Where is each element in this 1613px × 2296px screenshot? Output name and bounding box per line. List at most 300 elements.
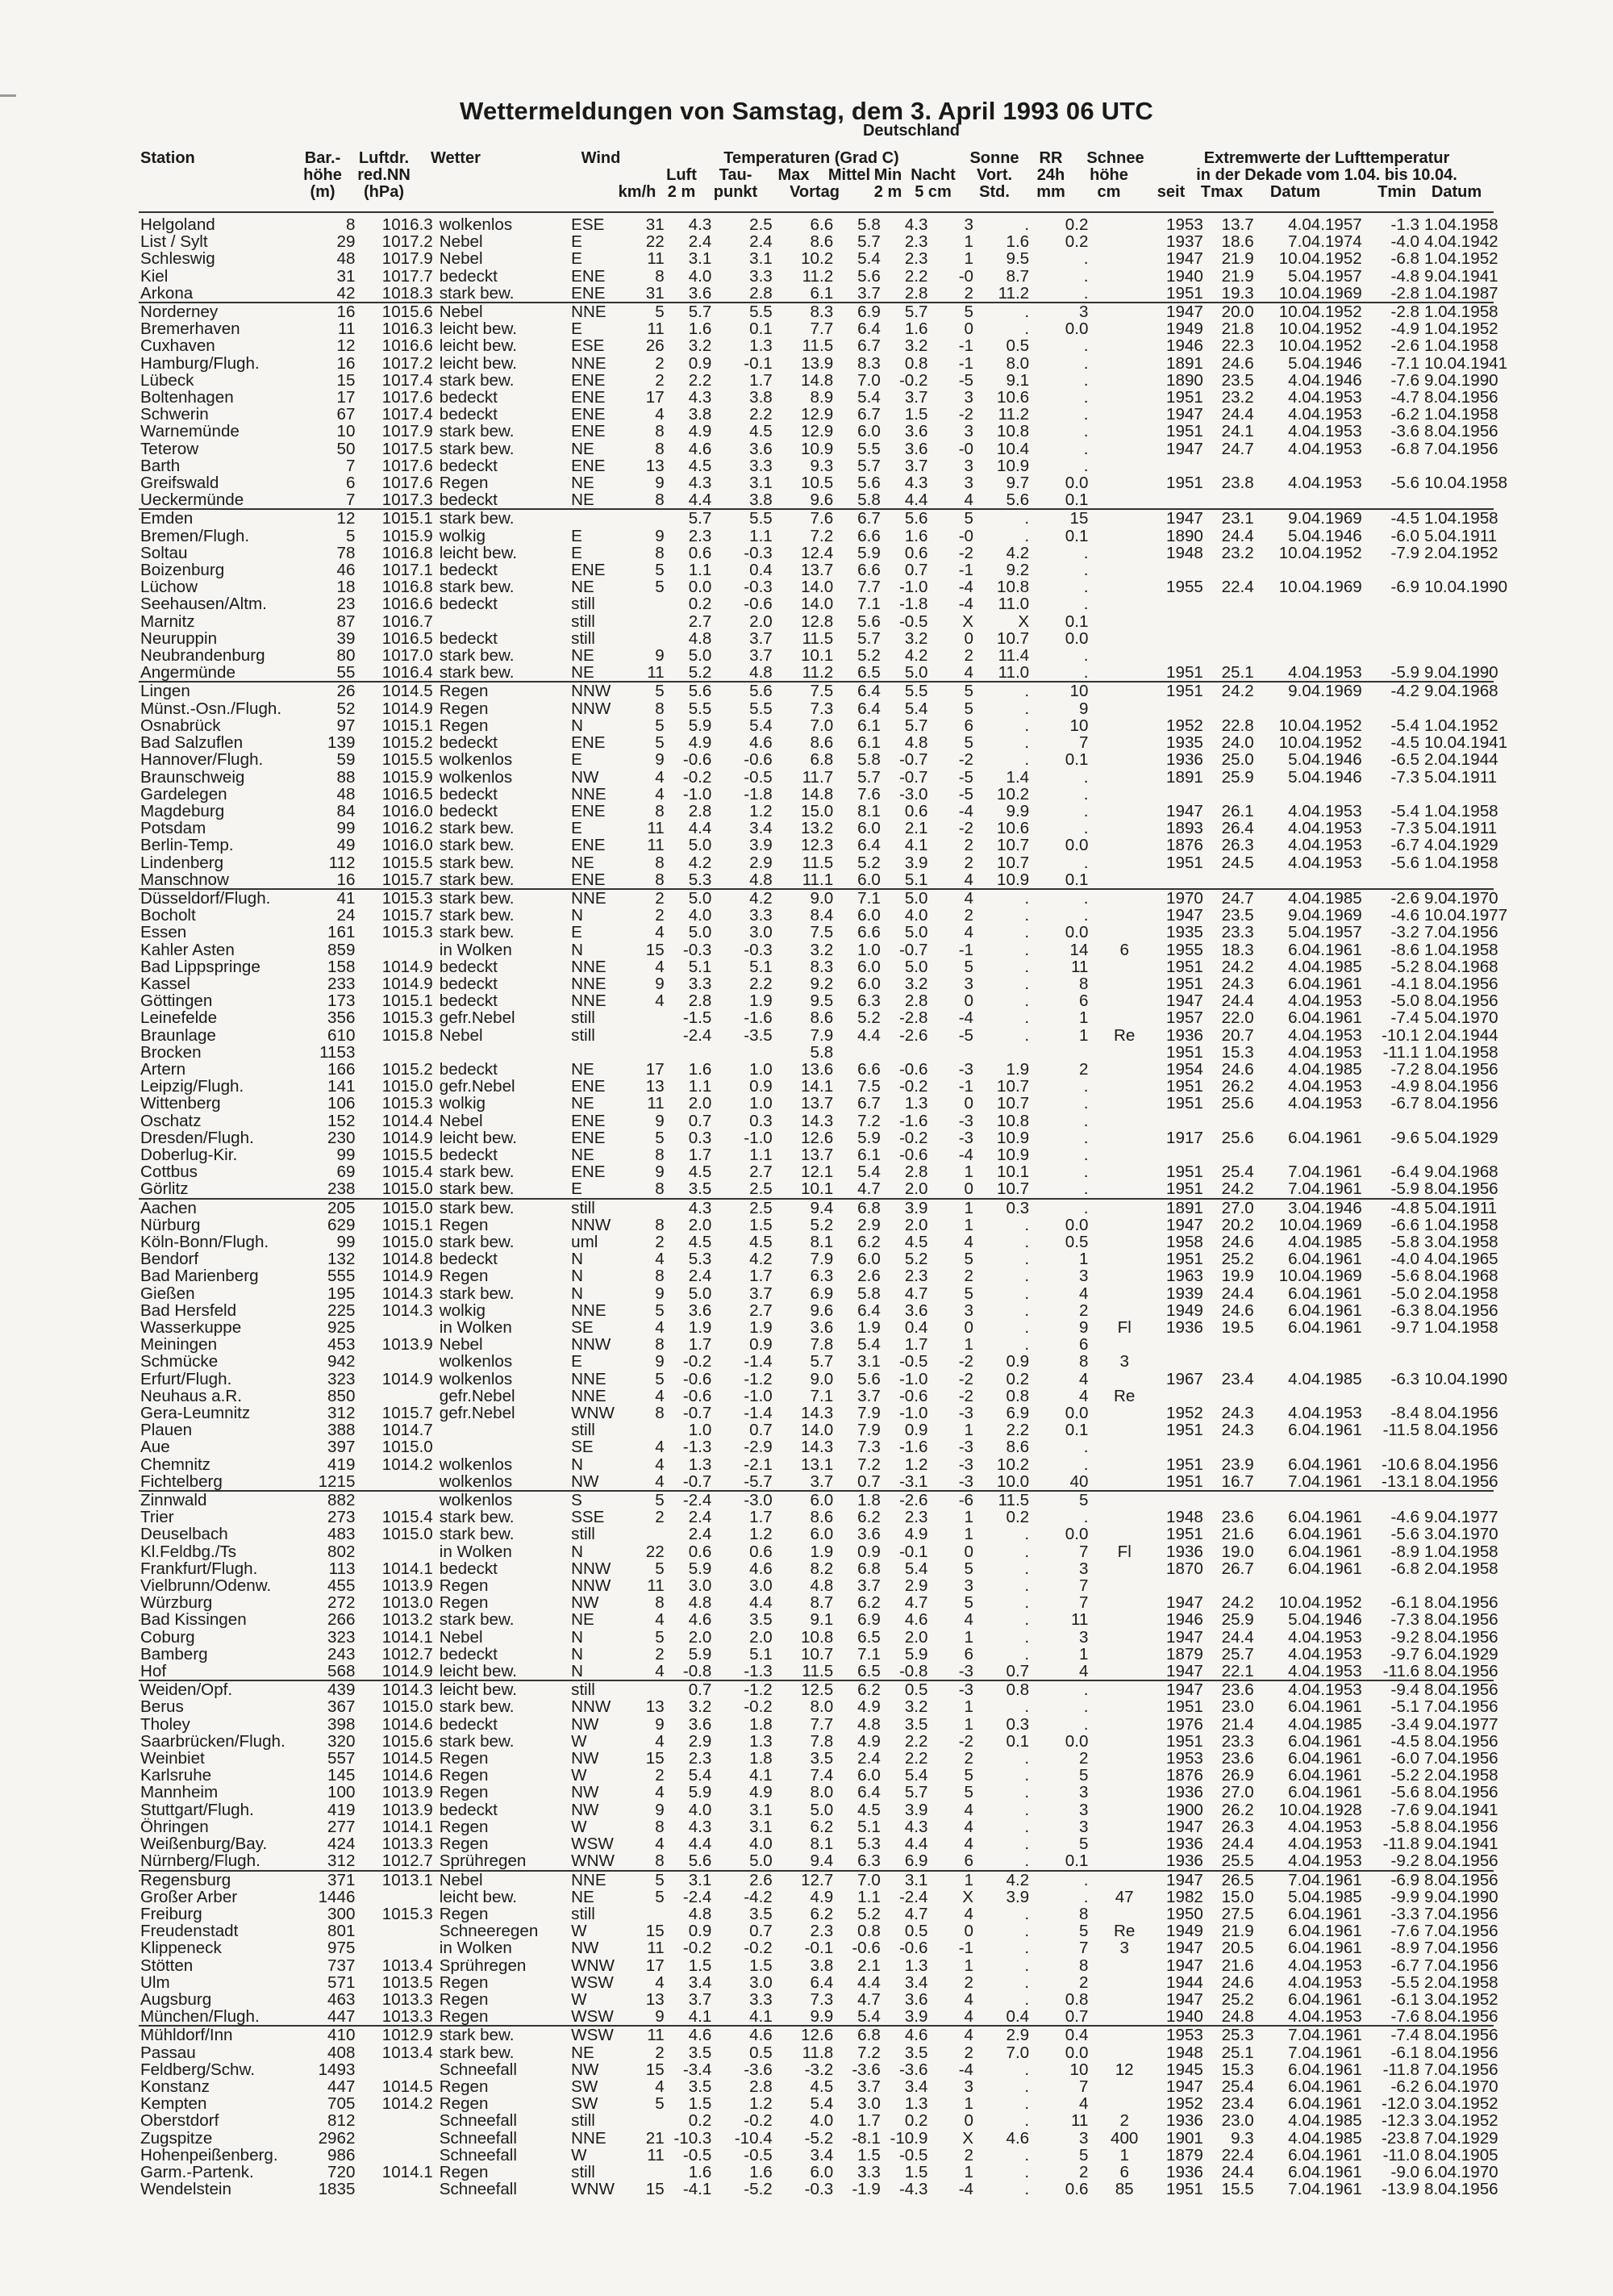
cell-station: Neuruppin	[140, 628, 218, 648]
cell-sonne-std: .	[1024, 1922, 1030, 1941]
cell-tmax-datum: 5.04.1946	[1288, 750, 1362, 770]
cell-temp-luft: 4.1	[688, 2007, 712, 2027]
cell-temp-max-vortag: 7.5	[777, 682, 838, 699]
cell-wind-kmh: 8	[655, 1179, 665, 1199]
table-row	[139, 1835, 1494, 1852]
cell-taupunkt: -1.2	[716, 1680, 777, 1698]
cell-luftdruck: 1013.9	[381, 1335, 433, 1355]
cell-station: Bremerhaven	[140, 319, 240, 339]
cell-taupunkt: 1.9	[749, 1318, 773, 1337]
cell-extrem-seit: 1876	[1166, 836, 1203, 855]
cell-rr-24h: .	[1083, 388, 1089, 407]
cell-temp-nacht-5cm: 5	[964, 699, 973, 718]
cell-tmin: -4.5	[1390, 733, 1419, 753]
cell-tmin: -1.3	[1390, 215, 1419, 234]
cell-tmin: -3.3	[1390, 1904, 1419, 1923]
cell-rr-24h: 3	[1078, 1267, 1089, 1286]
cell-schneehoehe	[1093, 1456, 1156, 1473]
table-row	[139, 1491, 1494, 1509]
cell-sonne-std: 10.2	[997, 1455, 1030, 1474]
cell-tmax-datum	[1259, 1491, 1367, 1509]
cell-temp-luft: -3.4	[682, 2060, 712, 2079]
cell-sonne-std: 10.9	[997, 1145, 1030, 1164]
cell-tmin	[1367, 1353, 1424, 1370]
cell-wind-richtung: NE	[571, 853, 594, 872]
cell-taupunkt: 2.6	[716, 1871, 777, 1889]
cell-temp-luft: 2.3	[688, 1749, 712, 1768]
cell-temp-min: -0.7	[898, 940, 928, 959]
cell-tmin: -11.5	[1382, 1421, 1419, 1440]
cell-luftdruck	[360, 2147, 437, 2164]
cell-wetter: stark bew.	[439, 853, 515, 872]
cell-station: Kempten	[140, 2094, 207, 2114]
cell-sonne-std: .	[1024, 1644, 1030, 1664]
cell-wind-richtung: ENE	[571, 1128, 606, 1147]
cell-tmin: -6.4	[1390, 1163, 1419, 1182]
cell-wind-kmh: 8	[655, 266, 665, 286]
table-row	[139, 717, 1494, 734]
cell-luftdruck	[360, 941, 437, 958]
cell-station: Weißenburg/Bay.	[140, 1835, 268, 1854]
cell-station: Göttingen	[140, 991, 213, 1011]
cell-station: Neuhaus a.R.	[140, 1386, 242, 1405]
cell-sonne-std: 10.6	[997, 819, 1030, 838]
cell-tmin-datum: 4.04.1965	[1423, 1250, 1498, 1269]
cell-temp-mittel: 6.9	[838, 303, 886, 320]
cell-tmax	[1208, 1438, 1259, 1455]
cell-wind-kmh: 4	[655, 784, 665, 804]
cell-schneehoehe: 2	[1119, 2111, 1129, 2131]
cell-tmin: -11.8	[1382, 1835, 1419, 1854]
cell-temp-luft: 1.6	[688, 1059, 712, 1079]
cell-wetter: bedeckt	[439, 957, 498, 976]
cell-tmax: 25.1	[1221, 663, 1254, 683]
cell-schneehoehe	[1093, 355, 1156, 372]
cell-wetter: stark bew.	[439, 1163, 515, 1182]
cell-schneehoehe: Re	[1114, 1386, 1136, 1405]
cell-luftdruck	[360, 1939, 437, 1956]
cell-tmax-datum: 10.04.1952	[1278, 336, 1362, 356]
cell-rr-24h: .	[1083, 853, 1089, 872]
cell-tmin: -5.6	[1390, 474, 1419, 493]
cell-schneehoehe	[1093, 717, 1156, 734]
cell-sonne-std: .	[1024, 1267, 1030, 1286]
cell-tmax-datum: 6.04.1961	[1288, 940, 1362, 959]
cell-tmax-datum: 5.04.1985	[1288, 1887, 1362, 1906]
cell-extrem-seit: 1947	[1166, 1593, 1203, 1613]
cell-temp-min: 3.6	[904, 1300, 928, 1320]
cell-tmax: 24.4	[1221, 1284, 1254, 1303]
cell-wetter: Nebel	[439, 1025, 483, 1045]
table-row	[139, 1509, 1494, 1526]
cell-tmin-datum: 8.04.1956	[1423, 1404, 1498, 1423]
cell-extrem-seit	[1156, 1113, 1208, 1129]
cell-wetter: leicht bew.	[439, 319, 517, 339]
table-row	[139, 1663, 1494, 1680]
cell-rr-24h: 2	[1078, 1972, 1089, 1992]
cell-temp-mittel: 6.6	[857, 526, 881, 545]
cell-temp-max-vortag: 13.7	[801, 1145, 834, 1164]
cell-tmin-datum: 8.04.1956	[1423, 991, 1498, 1011]
cell-temp-nacht-5cm: 0	[964, 319, 973, 339]
cell-wetter: Regen	[439, 1989, 489, 2009]
cell-tmax-datum: 4.04.1953	[1288, 801, 1362, 820]
cell-station: Köln-Bonn/Flugh.	[140, 1232, 269, 1251]
cell-tmax: 26.5	[1208, 1871, 1259, 1889]
cell-sonne-std: .	[1024, 1800, 1030, 1819]
table-row	[139, 1889, 1494, 1906]
cell-tmin: -6.5	[1390, 750, 1419, 770]
cell-station: Garm.-Partenk.	[140, 2162, 254, 2181]
cell-tmax	[1208, 1577, 1259, 1594]
cell-rr-24h: 0.0	[1065, 2043, 1089, 2062]
cell-temp-nacht-5cm: -4	[958, 1145, 973, 1164]
cell-wind-richtung: N	[571, 1250, 584, 1269]
cell-temp-min: 0.8	[904, 353, 928, 373]
cell-tmax: 20.2	[1221, 1215, 1254, 1234]
cell-station: Kl.Feldbg./Ts	[140, 1542, 237, 1561]
cell-temp-nacht-5cm: 4	[964, 870, 973, 889]
cell-luftdruck: 1017.2	[381, 353, 433, 373]
table-row	[139, 837, 1494, 854]
cell-tmin: -11.8	[1382, 2060, 1419, 2079]
cell-luftdruck: 1017.0	[381, 646, 433, 666]
cell-wetter: bedeckt	[439, 456, 498, 475]
cell-tmax: 23.3	[1221, 1731, 1254, 1751]
cell-temp-mittel: 7.2	[857, 1455, 881, 1474]
cell-tmax: 25.1	[1221, 2043, 1254, 2062]
cell-temp-min: 3.9	[886, 1199, 933, 1217]
cell-bar-hoehe: 161	[327, 923, 356, 942]
cell-temp-mittel: 6.0	[857, 819, 881, 838]
cell-temp-mittel: 6.0	[857, 974, 881, 993]
cell-temp-max-vortag: 14.0	[801, 578, 834, 597]
cell-temp-nacht-5cm: 1	[964, 1421, 973, 1440]
cell-luftdruck	[360, 1491, 437, 1509]
cell-tmin: -11.0	[1382, 2145, 1419, 2165]
cell-wetter: Regen	[439, 1817, 489, 1836]
cell-tmin-datum: 5.04.1911	[1423, 819, 1498, 838]
cell-tmin: -8.9	[1390, 1542, 1419, 1561]
cell-extrem-seit: 1947	[1156, 303, 1208, 320]
cell-wind-richtung: NNW	[571, 699, 611, 718]
cell-wetter: leicht bew.	[439, 1662, 517, 1681]
cell-extrem-seit: 1951	[1166, 1455, 1203, 1474]
cell-wetter: stark bew.	[438, 2026, 569, 2043]
cell-extrem-seit: 1951	[1166, 1077, 1203, 1096]
cell-tmin: -7.3	[1390, 819, 1419, 838]
cell-temp-luft: 0.6	[688, 1542, 712, 1561]
table-row	[139, 786, 1494, 803]
cell-sonne-std: 10.7	[997, 836, 1030, 855]
table-row	[139, 491, 1494, 509]
cell-sonne-std: 0.1	[1006, 1731, 1030, 1751]
cell-tmax-datum: 4.04.1953	[1288, 1817, 1362, 1836]
cell-taupunkt: 2.4	[749, 232, 773, 252]
cell-wetter: stark bew.	[439, 646, 515, 666]
header-schnee-2: höhe	[1090, 166, 1128, 184]
cell-temp-min: 1.3	[904, 1094, 928, 1113]
cell-tmax: 24.4	[1221, 1835, 1254, 1854]
cell-temp-mittel: -8.1	[852, 2128, 881, 2148]
cell-wetter: in Wolken	[439, 1939, 512, 1958]
cell-temp-nacht-5cm: 5	[932, 509, 978, 527]
cell-tmin-datum	[1424, 1388, 1494, 1405]
cell-station: Potsdam	[140, 819, 206, 838]
cell-station: Gera-Leumnitz	[140, 1404, 251, 1423]
table-row	[139, 1217, 1494, 1234]
cell-wetter: Nebel	[438, 1871, 569, 1889]
cell-tmax-datum: 4.04.1953	[1288, 2007, 1362, 2027]
cell-wind-kmh: 9	[655, 1800, 665, 1819]
cell-temp-mittel: 4.4	[857, 1025, 881, 1045]
cell-wetter: stark bew.	[439, 578, 515, 597]
cell-tmax-datum: 4.04.1985	[1288, 1369, 1362, 1388]
cell-tmin: -4.9	[1390, 1077, 1419, 1096]
cell-wind-richtung: still	[569, 1199, 628, 1217]
cell-temp-mittel: 6.4	[857, 319, 881, 339]
cell-schneehoehe	[1093, 1234, 1156, 1250]
cell-temp-min: 5.2	[904, 1250, 928, 1269]
cell-temp-mittel: 6.8	[838, 2026, 886, 2043]
cell-extrem-seit: 1944	[1166, 1972, 1203, 1992]
table-row	[139, 1044, 1494, 1061]
cell-rr-24h: 1	[1078, 1008, 1089, 1028]
cell-temp-mittel: 2.9	[857, 1215, 881, 1234]
header-datum-max: Datum	[1269, 183, 1321, 201]
cell-tmax: 26.7	[1221, 1559, 1254, 1578]
cell-tmax-datum: 6.04.1961	[1288, 1455, 1362, 1474]
cell-tmin-datum: 7.04.1956	[1423, 1904, 1498, 1923]
cell-luftdruck: 1015.2	[381, 733, 433, 753]
cell-luftdruck: 1015.1	[381, 716, 433, 735]
cell-station: München/Flugh.	[140, 2007, 260, 2027]
cell-taupunkt: -1.8	[744, 784, 773, 804]
cell-temp-mittel: 5.3	[857, 1835, 881, 1854]
cell-wind-richtung: NE	[571, 491, 594, 510]
cell-station: Bremen/Flugh.	[140, 526, 250, 545]
cell-rr-24h: 0.1	[1065, 491, 1089, 510]
cell-tmin: -4.6	[1390, 1508, 1419, 1527]
cell-tmin: -6.7	[1390, 836, 1419, 855]
cell-wind-richtung: ENE	[571, 283, 606, 303]
cell-tmin-datum: 6.04.1970	[1423, 2077, 1498, 2096]
cell-bar-hoehe: 266	[327, 1610, 356, 1630]
cell-station: Erfurt/Flugh.	[140, 1369, 232, 1388]
cell-bar-hoehe: 17	[336, 388, 356, 407]
cell-tmax-datum	[1259, 1353, 1367, 1370]
cell-luftdruck	[360, 1388, 437, 1405]
cell-wind-kmh	[628, 595, 669, 612]
cell-temp-luft: 3.6	[688, 283, 712, 303]
cell-tmin-datum: 2.04.1944	[1423, 750, 1498, 770]
cell-temp-min: -1.0	[898, 1404, 928, 1423]
cell-rr-24h: 15	[1034, 509, 1093, 527]
cell-extrem-seit: 1947	[1156, 1871, 1208, 1889]
cell-wind-kmh: 11	[647, 1094, 665, 1113]
cell-tmin-datum: 1.04.1958	[1423, 1042, 1498, 1062]
cell-tmax-datum: 6.04.1961	[1288, 1749, 1362, 1768]
cell-rr-24h: .	[1083, 1438, 1089, 1457]
cell-luftdruck: 1015.0	[381, 1697, 433, 1717]
table-row	[139, 2112, 1494, 2129]
cell-station: Aue	[140, 1438, 170, 1457]
cell-wind-richtung: E	[571, 526, 582, 545]
cell-tmin	[1367, 561, 1424, 578]
cell-schneehoehe	[1093, 1371, 1156, 1388]
cell-schneehoehe	[1093, 233, 1156, 250]
cell-wind-kmh: 11	[647, 663, 665, 683]
cell-wind-richtung: ENE	[571, 801, 606, 820]
cell-schneehoehe	[1093, 1750, 1156, 1767]
cell-temp-mittel: 6.0	[857, 1766, 881, 1785]
cell-rr-24h: 7	[1078, 733, 1089, 753]
cell-wind-richtung: NE	[571, 1887, 594, 1906]
cell-temp-min: 4.6	[886, 2026, 933, 2043]
cell-schneehoehe	[1093, 613, 1156, 630]
cell-wetter: Nebel	[438, 303, 569, 320]
cell-temp-luft: 4.0	[688, 906, 712, 925]
cell-rr-24h: 4	[1078, 2094, 1089, 2114]
cell-temp-luft: 0.0	[688, 578, 712, 597]
cell-wind-kmh: 8	[655, 1215, 665, 1234]
table-row	[139, 647, 1494, 664]
cell-wind-kmh	[628, 613, 669, 630]
cell-tmax-datum: 10.04.1952	[1278, 543, 1362, 562]
cell-tmin-datum: 9.04.1968	[1423, 1163, 1498, 1182]
cell-schneehoehe	[1093, 1629, 1156, 1646]
cell-wetter: stark bew.	[439, 1508, 515, 1527]
cell-taupunkt: 2.7	[749, 1163, 773, 1182]
cell-taupunkt: 3.3	[749, 456, 773, 475]
cell-rr-24h: 0.7	[1065, 2007, 1089, 2027]
cell-temp-min: 0.4	[904, 1318, 928, 1337]
cell-wind-richtung: N	[571, 1455, 584, 1474]
cell-taupunkt: 1.5	[749, 1956, 773, 1975]
cell-temp-luft: 1.3	[688, 1455, 712, 1474]
cell-tmax-datum: 9.04.1969	[1288, 906, 1362, 925]
cell-temp-mittel: 6.5	[857, 1627, 881, 1647]
cell-rr-24h: 7	[1078, 2077, 1089, 2096]
cell-sonne-std: 4.6	[1006, 2128, 1030, 2148]
cell-temp-max-vortag: 8.6	[810, 1008, 834, 1028]
cell-rr-24h: 0.0	[1065, 628, 1089, 648]
cell-tmax: 24.1	[1221, 422, 1254, 441]
cell-tmax-datum	[1259, 457, 1367, 474]
cell-wind-kmh: 8	[655, 870, 665, 889]
cell-temp-max-vortag: 8.0	[810, 1783, 834, 1802]
cell-station: Boizenburg	[140, 561, 225, 580]
cell-temp-min: 3.6	[904, 1989, 928, 2009]
cell-temp-luft: 1.7	[688, 1335, 712, 1355]
cell-bar-hoehe: 1835	[318, 2180, 356, 2199]
cell-tmin-datum: 8.04.1956	[1423, 1680, 1498, 1700]
cell-wind-kmh: 13	[645, 1697, 665, 1717]
cell-temp-max-vortag: 3.6	[810, 1318, 834, 1337]
cell-wind-kmh: 9	[655, 750, 665, 770]
cell-bar-hoehe: 1446	[318, 1887, 356, 1906]
cell-temp-max-vortag: 13.7	[801, 561, 834, 580]
cell-tmax-datum: 6.04.1961	[1288, 2162, 1362, 2181]
cell-temp-min: -1.6	[898, 1111, 928, 1130]
cell-rr-24h: 0.2	[1065, 232, 1089, 252]
cell-sonne-std: .	[1024, 750, 1030, 770]
table-row	[139, 2044, 1494, 2061]
cell-sonne-std: .	[1024, 1284, 1030, 1303]
cell-wind-kmh	[628, 1906, 669, 1922]
cell-station: Bamberg	[140, 1644, 208, 1664]
cell-sonne-std: .	[1024, 319, 1030, 339]
cell-station: Lübeck	[140, 370, 194, 390]
cell-wind-richtung: still	[571, 1008, 595, 1028]
cell-tmax: 25.2	[1221, 1989, 1254, 2009]
cell-tmax: 18.6	[1221, 232, 1254, 252]
cell-temp-nacht-5cm: 1	[932, 1871, 978, 1889]
cell-wind-kmh: 2	[655, 353, 665, 373]
cell-station: Kiel	[140, 266, 169, 286]
cell-taupunkt: 1.6	[749, 2162, 773, 2181]
cell-extrem-seit	[1156, 1577, 1208, 1594]
cell-sonne-std: .	[1024, 906, 1030, 925]
cell-rr-24h: .	[1083, 1179, 1089, 1199]
cell-tmax: 25.4	[1221, 1163, 1254, 1182]
cell-station: Soltau	[140, 543, 188, 562]
cell-wetter: bedeckt	[439, 266, 498, 286]
header-rr-1: RR	[1039, 149, 1063, 167]
cell-temp-nacht-5cm: 2	[964, 646, 973, 666]
cell-temp-mittel: 2.1	[857, 1956, 881, 1975]
cell-temp-mittel: 1.9	[857, 1318, 881, 1337]
cell-sonne-std: 9.9	[1006, 801, 1030, 820]
cell-temp-min: -0.5	[898, 612, 928, 631]
cell-extrem-seit: 1936	[1166, 750, 1203, 770]
cell-taupunkt: 2.9	[749, 853, 773, 872]
cell-tmin	[1367, 1388, 1424, 1405]
cell-taupunkt: 2.5	[749, 1179, 773, 1199]
cell-wetter: stark bew.	[439, 283, 515, 303]
cell-tmax-datum: 6.04.1961	[1288, 1939, 1362, 1958]
cell-wind-richtung	[569, 509, 628, 527]
cell-temp-luft: 4.6	[688, 1610, 712, 1630]
cell-tmin: -5.6	[1390, 1267, 1419, 1286]
cell-tmin-datum: 7.04.1956	[1423, 1922, 1498, 1941]
cell-temp-max-vortag: 7.0	[810, 716, 834, 735]
cell-temp-luft: -0.2	[682, 1352, 712, 1371]
cell-schneehoehe: 400	[1111, 2128, 1139, 2148]
table-row	[139, 1234, 1494, 1250]
cell-taupunkt: 3.3	[749, 906, 773, 925]
cell-tmax-datum: 4.04.1953	[1288, 1077, 1362, 1096]
cell-temp-mittel: 5.6	[857, 266, 881, 286]
cell-temp-luft: 2.2	[688, 370, 712, 390]
cell-sonne-std: .	[1024, 733, 1030, 753]
cell-station: List / Sylt	[140, 232, 208, 252]
cell-tmax-datum: 6.04.1961	[1288, 1697, 1362, 1717]
cell-luftdruck: 1012.7	[381, 1644, 433, 1664]
cell-tmin-datum: 2.04.1958	[1423, 1766, 1498, 1785]
cell-schneehoehe	[1093, 1767, 1156, 1784]
cell-luftdruck	[360, 1319, 437, 1336]
cell-wind-kmh: 5	[655, 561, 665, 580]
cell-rr-24h: .	[1083, 1163, 1089, 1182]
cell-wind-richtung: NNE	[571, 784, 606, 804]
cell-temp-mittel: 6.2	[838, 1680, 886, 1698]
cell-temp-nacht-5cm: 1	[964, 1525, 973, 1544]
cell-station: Artern	[140, 1059, 186, 1079]
cell-temp-nacht-5cm: -2	[958, 750, 973, 770]
cell-tmax-datum: 7.04.1961	[1288, 2043, 1362, 2062]
cell-wind-richtung: E	[571, 319, 582, 339]
